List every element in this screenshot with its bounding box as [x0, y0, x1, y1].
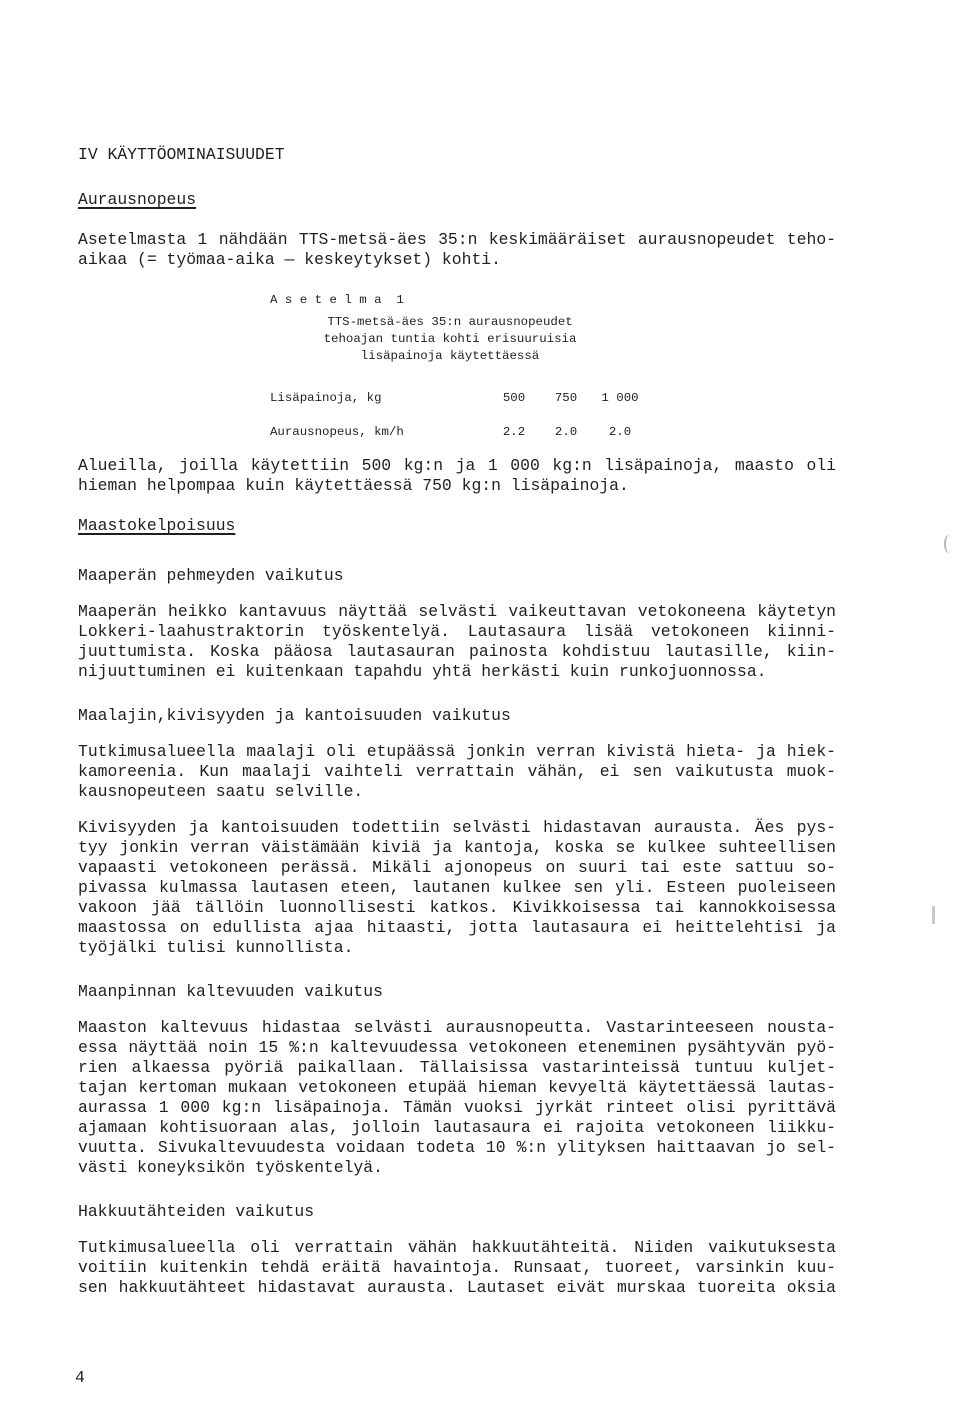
- subsection-heading: [78, 566, 836, 586]
- text-line: Maaston kaltevuus hidastaa selvästi aurausnopeutta. Vastarinteeseen nousta-: [78, 1018, 836, 1037]
- paragraph: [78, 1018, 836, 1178]
- paragraph: [78, 1238, 836, 1298]
- row-label: Lisäpainoja, kg: [270, 391, 382, 405]
- subsection-heading-text: Hakkuutähteiden vaikutus: [78, 1202, 315, 1221]
- paragraph-note: [78, 456, 836, 496]
- page-number: 4: [75, 1368, 85, 1387]
- table-cell: 750: [554, 391, 578, 405]
- text-line: nijuuttuminen ei kuitenkaan tapahdu yhtä herkästi kuin runkojuonnossa.: [78, 662, 767, 681]
- paragraph: [78, 818, 836, 958]
- section-heading-text: Aurausnopeus: [78, 190, 197, 209]
- text-line: kamoreenia. Kun maalaji vaihteli verrattain vähän, ei sen vaikutusta muok-: [78, 762, 836, 781]
- section-heading-aurausnopeus: [78, 190, 836, 210]
- text-line: Kivisyyden ja kantoisuuden todettiin selvästi hidastavan aurausta. Äes pys-: [78, 818, 836, 837]
- table-cell: 2.2: [502, 425, 526, 439]
- section-heading-text: Maastokelpoisuus: [78, 516, 236, 535]
- table-row: [270, 424, 690, 440]
- chapter-title-text: IV KÄYTTÖOMINAISUUDET: [78, 145, 285, 164]
- text-line: tajan kertoman mukaan vetokoneen etupää hieman kevyeltä käytettäessä lautas-: [78, 1078, 836, 1097]
- table-cell: 1 000: [601, 391, 639, 405]
- table-cell: 2.0: [608, 425, 632, 439]
- text-line: vuutta. Sivukaltevuudesta voidaan todeta 10 %:n ylityksen haittaavan jo sel-: [78, 1138, 836, 1157]
- text-line: aikaa (= työmaa-aika — keskeytykset) kohti.: [78, 250, 501, 269]
- text-line: sen hakkuutähteet hidastavat aurausta. Lautaset eivät murskaa tuoreita oksia: [78, 1278, 836, 1297]
- text-line: maastossa on edullista ajaa hitaasti, jotta lautasaura ei heittelehtisi ja: [78, 918, 836, 937]
- text-line: Alueilla, joilla käytettiin 500 kg:n ja 1 000 kg:n lisäpainoja, maasto oli: [78, 456, 836, 475]
- chapter-title: [78, 145, 836, 165]
- text-line: pivassa kulmassa lautasen eteen, lautanen kulkee sen yli. Esteen puoleiseen: [78, 878, 836, 897]
- text-line: vakoon jää tällöin luonnollisesti katkos. Kivikkoisessa tai kannokkoisessa: [78, 898, 836, 917]
- text-line: essa näyttää noin 15 %:n kaltevuudessa vetokoneen eteneminen pysähtyvän pyö-: [78, 1038, 836, 1057]
- text-line: rien alkaessa pyöriä paikallaan. Tällaisissa vastarinteissä tuntuu kuljet-: [78, 1058, 836, 1077]
- paragraph-intro: [78, 230, 836, 270]
- table-label: A s e t e l m a 1: [270, 293, 404, 307]
- subsection-heading-text: Maaperän pehmeyden vaikutus: [78, 566, 344, 585]
- caption-line: lisäpainoja käytettäessä: [360, 349, 540, 363]
- text-line: tyy jonkin verran väistämään kiviä ja kantoja, koska se kulkee suhteellisen: [78, 838, 836, 857]
- paragraph: [78, 602, 836, 682]
- subsection-heading-text: Maalajin,kivisyyden ja kantoisuuden vaikutus: [78, 706, 511, 725]
- caption-line: tehoajan tuntia kohti erisuuruisia: [323, 332, 577, 346]
- subsection-heading: [78, 1202, 836, 1222]
- text-line: Tutkimusalueella oli verrattain vähän hakkuutähteitä. Niiden vaikutuksesta: [78, 1238, 836, 1257]
- text-line: ajamaan kohtisuoraan alas, jolloin lautasaura ei rajoita vetokoneen liikku-: [78, 1118, 836, 1137]
- text-line: hieman helpompaa kuin käytettäessä 750 kg:n lisäpainoja.: [78, 476, 629, 495]
- subsection-heading-text: Maanpinnan kaltevuuden vaikutus: [78, 982, 383, 1001]
- text-line: Asetelmasta 1 nähdään TTS-metsä-äes 35:n keskimääräiset aurausnopeudet teho-: [78, 230, 836, 249]
- table-caption: [300, 314, 600, 365]
- text-line: vapaasti vetokoneen perässä. Mikäli ajonopeus on suuri tai este sattuu so-: [78, 858, 836, 877]
- scan-mark: [944, 534, 956, 554]
- text-line: kausnopeuteen saatu selville.: [78, 782, 364, 801]
- text-line: västi koneyksikön työskentelyä.: [78, 1158, 383, 1177]
- scan-mark: [932, 906, 935, 924]
- table-cell: 2.0: [554, 425, 578, 439]
- text-line: voitiin kuitenkin tehdä eräitä havaintoja. Runsaat, tuoreet, varsinkin kuu-: [78, 1258, 836, 1277]
- row-label: Aurausnopeus, km/h: [270, 425, 404, 439]
- text-line: Maaperän heikko kantavuus näyttää selvästi vaikeuttavan vetokoneena käytetyn: [78, 602, 836, 621]
- text-line: Tutkimusalueella maalaji oli etupäässä jonkin verran kivistä hieta- ja hiek-: [78, 742, 836, 761]
- text-line: työjälki tulisi kunnollista.: [78, 938, 354, 957]
- subsection-heading: [78, 706, 836, 726]
- table-row: [270, 390, 690, 406]
- caption-line: TTS-metsä-äes 35:n aurausnopeudet: [327, 315, 573, 329]
- text-line: aurassa 1 000 kg:n lisäpainoja. Tämän vuoksi jyrkät rinteet olisi pyrittävä: [78, 1098, 836, 1117]
- text-line: juuttumista. Koska pääosa lautasauran painosta kohdistuu lautasille, kiin-: [78, 642, 836, 661]
- section-heading-maastokelpoisuus: [78, 516, 836, 536]
- paragraph: [78, 742, 836, 802]
- subsection-heading: [78, 982, 836, 1002]
- text-line: Lokkeri-laahustraktorin työskentelyä. Lautasaura lisää vetokoneen kiinni-: [78, 622, 836, 641]
- table-cell: 500: [502, 391, 526, 405]
